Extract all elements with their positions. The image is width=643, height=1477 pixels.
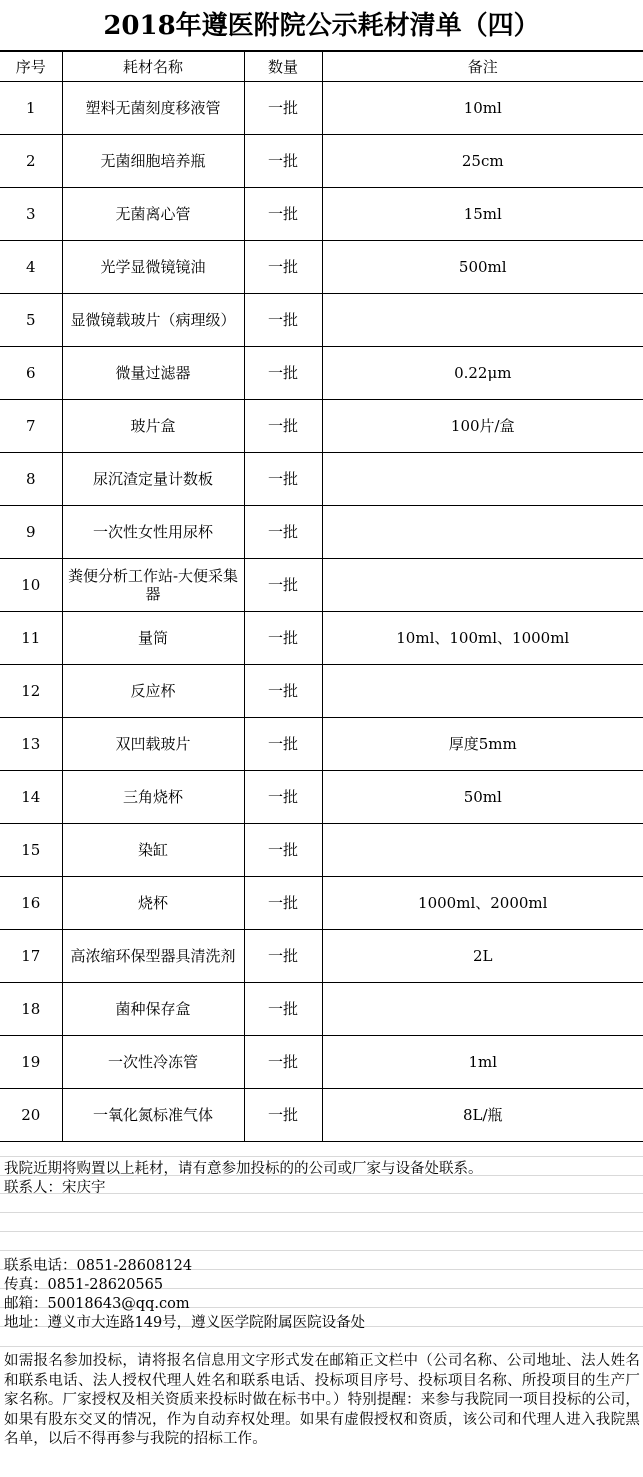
row-index-cell: 19 [0,1036,62,1089]
column-header-index: 序号 [0,52,62,82]
table-row [0,453,643,506]
column-header-note: 备注 [322,52,643,82]
row-index-cell: 10 [0,559,62,612]
quantity-cell: 一批 [244,400,322,453]
row-index-cell: 14 [0,771,62,824]
contact-email: 邮箱：50018643@qq.com [4,1296,190,1312]
table-row [0,771,643,824]
note-cell: 50ml [322,771,643,824]
quantity-cell: 一批 [244,241,322,294]
table-row [0,559,643,612]
item-name-cell: 微量过滤器 [62,347,244,400]
table-row [0,1089,643,1142]
note-cell [322,665,643,718]
row-index-cell: 6 [0,347,62,400]
item-name-cell: 无菌细胞培养瓶 [62,135,244,188]
row-index-cell: 2 [0,135,62,188]
table-body [0,82,643,1142]
note-cell: 15ml [322,188,643,241]
note-cell [322,294,643,347]
table-row [0,930,643,983]
table-row [0,877,643,930]
item-name-cell: 反应杯 [62,665,244,718]
registration-instructions: 如需报名参加投标，请将报名信息用文字形式发在邮箱正文栏中（公司名称、公司地址、法人姓名和联系电话、法人授权代理人姓名和联系电话、投标项目序号、投标项目名称、所投项目的生产厂家名称。厂家授权及相关资质来投标时做在标书中。）特别提醒：来参与我院同一项目投标的公司，如果有股东交叉的情况，作为自动弃权处理。如果有虚假授权和资质，该公司和代理人进入我院黑名单，以后不得再参与我院的招标工作。 [4,1353,640,1447]
row-index-cell: 12 [0,665,62,718]
item-name-cell: 玻片盒 [62,400,244,453]
item-name-cell: 粪便分析工作站-大便采集器 [62,559,244,612]
row-index-cell: 13 [0,718,62,771]
item-name-cell: 一次性冷冻管 [62,1036,244,1089]
table-row [0,294,643,347]
note-cell: 100片/盒 [322,400,643,453]
note-cell: 厚度5mm [322,718,643,771]
column-header-quantity: 数量 [244,52,322,82]
quantity-cell: 一批 [244,877,322,930]
notice-section [0,1140,643,1477]
quantity-cell: 一批 [244,612,322,665]
note-cell: 1000ml、2000ml [322,877,643,930]
row-gridline [0,1212,643,1213]
note-cell [322,506,643,559]
note-cell: 8L/瓶 [322,1089,643,1142]
row-gridline [0,1346,643,1347]
row-index-cell: 15 [0,824,62,877]
quantity-cell: 一批 [244,718,322,771]
note-cell: 0.22μm [322,347,643,400]
quantity-cell: 一批 [244,983,322,1036]
row-index-cell: 3 [0,188,62,241]
quantity-cell: 一批 [244,559,322,612]
row-index-cell: 16 [0,877,62,930]
note-cell: 10ml、100ml、1000ml [322,612,643,665]
table-row [0,135,643,188]
row-gridline [0,1250,643,1251]
row-index-cell: 1 [0,82,62,135]
note-cell: 1ml [322,1036,643,1089]
quantity-cell: 一批 [244,506,322,559]
row-index-cell: 17 [0,930,62,983]
consumables-table [0,51,643,1142]
note-cell: 25cm [322,135,643,188]
row-index-cell: 5 [0,294,62,347]
table-row [0,241,643,294]
note-cell [322,453,643,506]
table-row [0,188,643,241]
quantity-cell: 一批 [244,294,322,347]
item-name-cell: 显微镜载玻片（病理级） [62,294,244,347]
row-index-cell: 9 [0,506,62,559]
quantity-cell: 一批 [244,453,322,506]
quantity-cell: 一批 [244,347,322,400]
item-name-cell: 菌种保存盒 [62,983,244,1036]
quantity-cell: 一批 [244,82,322,135]
item-name-cell: 量筒 [62,612,244,665]
note-cell [322,983,643,1036]
row-index-cell: 4 [0,241,62,294]
quantity-cell: 一批 [244,665,322,718]
table-row [0,824,643,877]
note-cell: 500ml [322,241,643,294]
contact-phone: 联系电话：0851-28608124 [4,1258,193,1274]
row-index-cell: 11 [0,612,62,665]
notice-intro: 我院近期将购置以上耗材，请有意参加投标的的公司或厂家与设备处联系。 [4,1161,483,1177]
item-name-cell: 双凹载玻片 [62,718,244,771]
quantity-cell: 一批 [244,1089,322,1142]
quantity-cell: 一批 [244,771,322,824]
row-index-cell: 20 [0,1089,62,1142]
row-gridline [0,1231,643,1232]
table-header-row [0,52,643,82]
item-name-cell: 一氧化氮标准气体 [62,1089,244,1142]
quantity-cell: 一批 [244,824,322,877]
quantity-cell: 一批 [244,135,322,188]
row-index-cell: 8 [0,453,62,506]
note-cell: 10ml [322,82,643,135]
row-index-cell: 18 [0,983,62,1036]
table-row [0,347,643,400]
column-header-name: 耗材名称 [62,52,244,82]
contact-address: 地址：遵义市大连路149号，遵义医学院附属医院设备处 [4,1315,366,1331]
table-row [0,983,643,1036]
table-row [0,612,643,665]
item-name-cell: 烧杯 [62,877,244,930]
item-name-cell: 无菌离心管 [62,188,244,241]
table-row [0,665,643,718]
note-cell [322,559,643,612]
quantity-cell: 一批 [244,1036,322,1089]
row-gridline [0,1156,643,1157]
item-name-cell: 三角烧杯 [62,771,244,824]
item-name-cell: 尿沉渣定量计数板 [62,453,244,506]
table-row [0,506,643,559]
contact-person: 联系人：宋庆宇 [4,1180,106,1196]
item-name-cell: 染缸 [62,824,244,877]
item-name-cell: 塑料无菌刻度移液管 [62,82,244,135]
contact-fax: 传真：0851-28620565 [4,1277,164,1293]
item-name-cell: 光学显微镜镜油 [62,241,244,294]
table-row [0,718,643,771]
table-row [0,400,643,453]
note-cell: 2L [322,930,643,983]
table-row [0,82,643,135]
page-title: 2018年遵医附院公示耗材清单（四） [0,0,643,51]
item-name-cell: 一次性女性用尿杯 [62,506,244,559]
note-cell [322,824,643,877]
item-name-cell: 高浓缩环保型器具清洗剂 [62,930,244,983]
row-index-cell: 7 [0,400,62,453]
table-row [0,1036,643,1089]
quantity-cell: 一批 [244,188,322,241]
quantity-cell: 一批 [244,930,322,983]
